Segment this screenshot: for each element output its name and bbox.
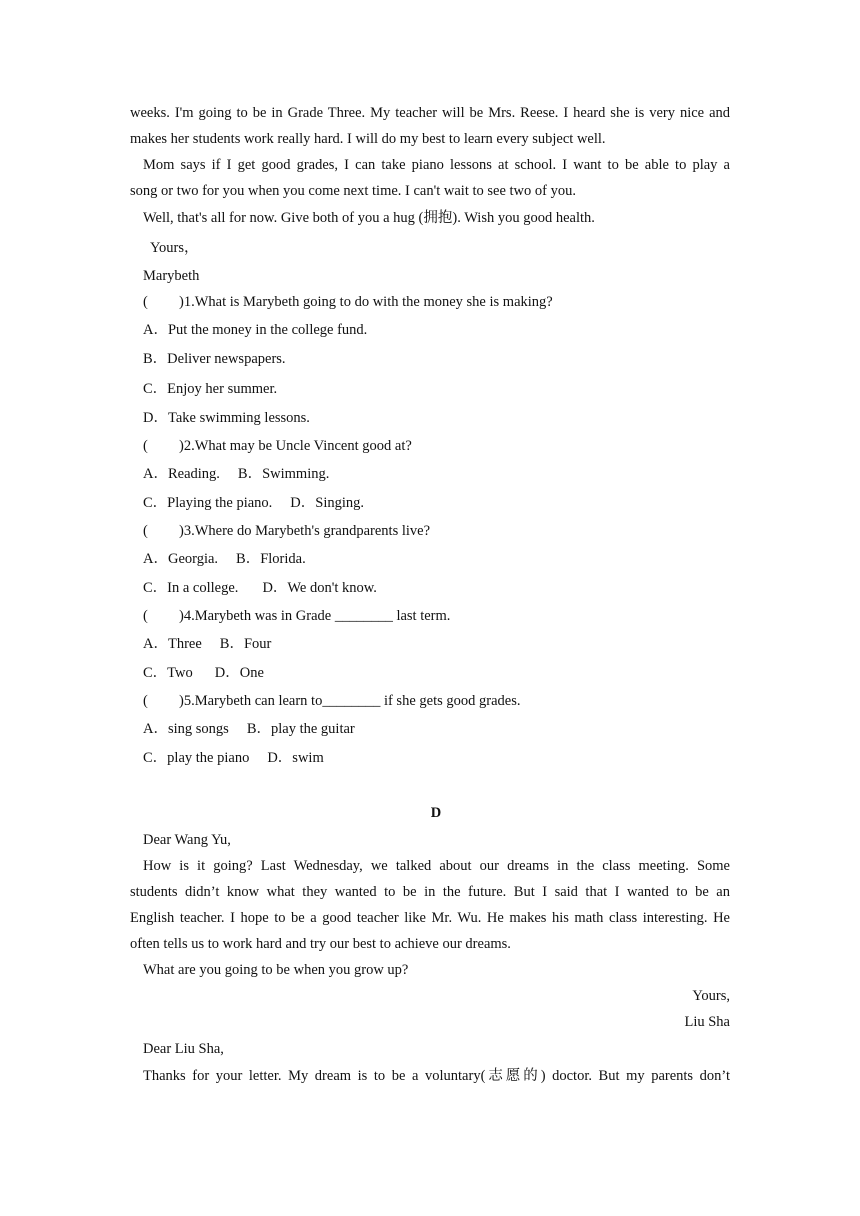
question-stem: )4.Marybeth was in Grade ________ last term. <box>179 608 451 624</box>
letter-closing: Yours， <box>150 240 199 256</box>
letter-line: often tells us to work hard and try our best to achieve our dreams. <box>130 936 511 952</box>
question-1 <box>143 292 743 312</box>
answer-blank: ( <box>143 693 148 709</box>
option-b: B．play the guitar <box>246 721 355 737</box>
option-b: B．Four <box>219 636 272 652</box>
option-c: C．Two <box>143 665 193 681</box>
option-c: C．play the piano <box>143 750 250 766</box>
option-d: D．swim <box>267 750 324 766</box>
letter-line: Thanks for your letter. My dream is to be a voluntary(志愿的) doctor. But my parents don’t <box>143 1068 730 1084</box>
option-a: A．Georgia. <box>143 551 219 567</box>
options-row <box>143 719 743 739</box>
question-stem: )1.What is Marybeth going to do with the money she is making? <box>179 294 553 310</box>
answer-blank: ( <box>143 438 148 454</box>
letter-line: What are you going to be when you grow up? <box>143 962 409 978</box>
answer-blank: ( <box>143 608 148 624</box>
letter-line: English teacher. I hope to be a good teacher like Mr. Wu. He makes his math class interesting. He <box>130 910 730 926</box>
option-c: C．Enjoy her summer. <box>143 381 278 397</box>
passage-line: song or two for you when you come next time. I can't wait to see two of you. <box>130 183 576 199</box>
options-row <box>143 493 743 513</box>
option-d: D．Singing. <box>290 495 365 511</box>
passage-line: Well, that's all for now. Give both of you a hug (拥抱). Wish you good health. <box>143 210 595 226</box>
letter-signature: Marybeth <box>143 268 200 284</box>
options-row <box>143 748 743 768</box>
letter-signature: Liu Sha <box>684 1014 730 1030</box>
option-a: A．Put the money in the college fund. <box>143 322 368 338</box>
option-a: A．sing songs <box>143 721 229 737</box>
answer-blank: ( <box>143 523 148 539</box>
letter-line: students didn’t know what they wanted to be in the future. But I said that I wanted to be an <box>130 884 730 900</box>
option-a: A．Reading. <box>143 466 220 482</box>
letter-line: How is it going? Last Wednesday, we talked about our dreams in the class meeting. Some <box>143 858 730 874</box>
question-stem: )5.Marybeth can learn to________ if she gets good grades. <box>179 693 521 709</box>
question-3 <box>143 521 743 541</box>
option-a: A．Three <box>143 636 202 652</box>
option-b: B．Deliver newspapers. <box>143 351 286 367</box>
option-d: D．One <box>214 665 264 681</box>
passage-line: weeks. I'm going to be in Grade Three. My teacher will be Mrs. Reese. I heard she is very nice and <box>130 105 730 121</box>
option-c: C．Playing the piano. <box>143 495 273 511</box>
option-d: D．We don't know. <box>262 580 377 596</box>
passage-line: Mom says if I get good grades, I can take piano lessons at school. I want to be able to play a <box>143 157 730 173</box>
question-stem: )3.Where do Marybeth's grandparents live? <box>179 523 431 539</box>
answer-blank: ( <box>143 294 148 310</box>
letter-greeting: Dear Wang Yu, <box>143 832 231 848</box>
options-row <box>143 634 743 654</box>
options-row <box>143 464 743 484</box>
letter-closing: Yours, <box>692 988 730 1004</box>
option-c: C．In a college. <box>143 580 239 596</box>
question-stem: )2.What may be Uncle Vincent good at? <box>179 438 412 454</box>
options-row <box>143 578 743 598</box>
question-2 <box>143 436 743 456</box>
option-b: B．Swimming. <box>237 466 330 482</box>
option-d: D．Take swimming lessons. <box>143 410 310 426</box>
question-5 <box>143 691 743 711</box>
question-4 <box>143 606 743 626</box>
letter-greeting: Dear Liu Sha, <box>143 1041 224 1057</box>
options-row <box>143 663 743 683</box>
passage-line: makes her students work really hard. I will do my best to learn every subject well. <box>130 131 606 147</box>
options-row <box>143 549 743 569</box>
section-heading: D <box>430 805 442 821</box>
option-b: B．Florida. <box>236 551 306 567</box>
